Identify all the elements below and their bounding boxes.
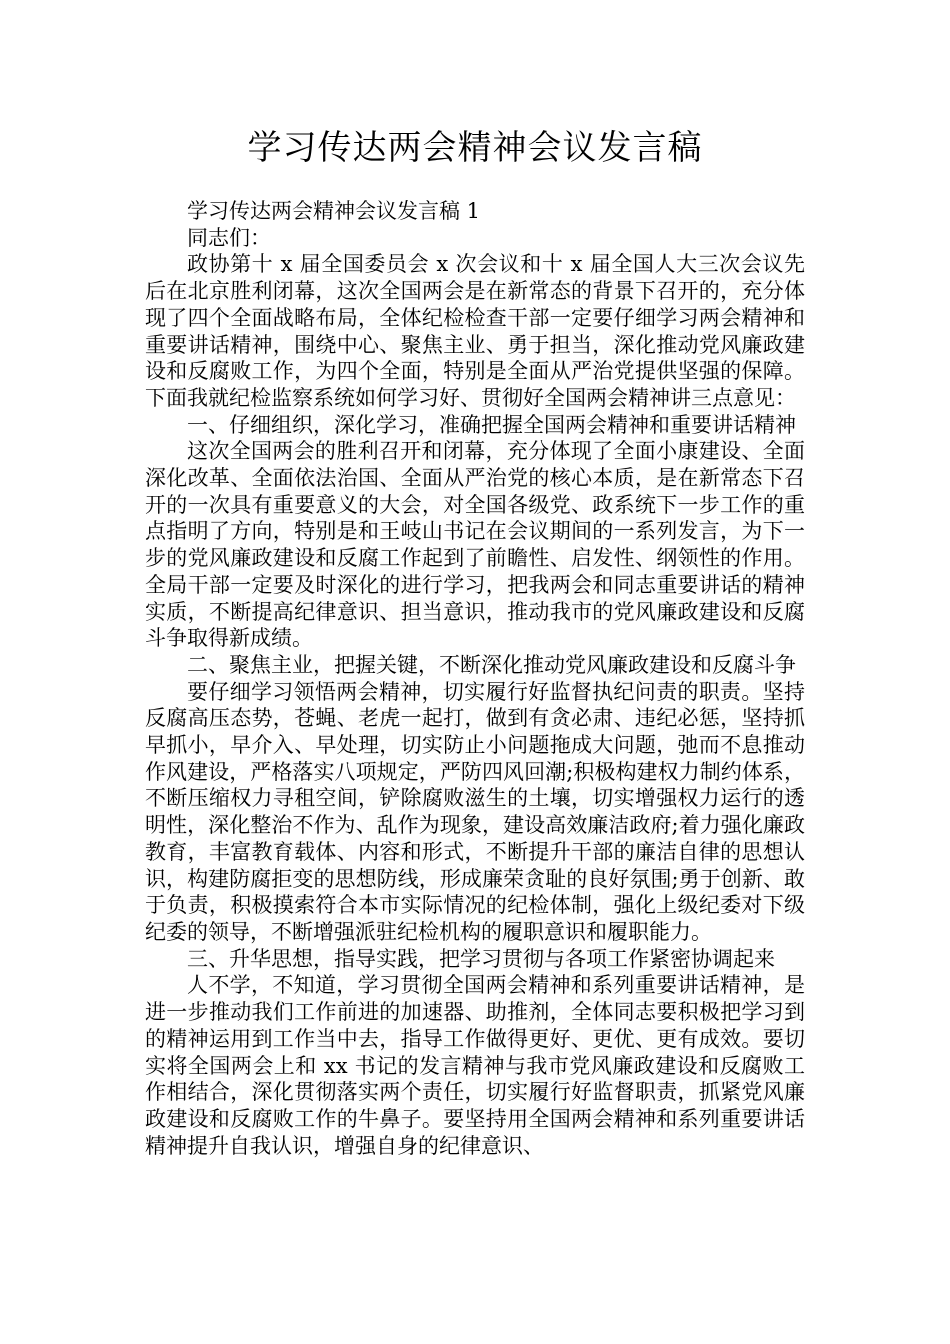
paragraph-subtitle: 学习传达两会精神会议发言稿 1 — [187, 199, 481, 223]
paragraph-section-1: 这次全国两会的胜利召开和闭幕，充分体现了全面小康建设、全面深化改革、全面依法治国、全面从严治党的核心本质，是在新常态下召开的一次具有重要意义的大会，对全国各级党、政系统下一步工作的重点指明了方向，特别是和王岐山书记在会议期间的一系列发言，为下一步的党风廉政建设和反腐工作起到了前瞻性、启发性、纲领性的作用。全局干部一定要及时深化的进行学习，把我两会和同志重要讲话的精神实质，不断提高纪律意识、担当意识，推动我市的党风廉政建设和反腐斗争取得新成绩。 — [145, 439, 805, 651]
paragraph-section-2: 要仔细学习领悟两会精神，切实履行好监督执纪问责的职责。坚持反腐高压态势，苍蝇、老虎一起打，做到有贪必肃、违纪必惩，坚持抓早抓小，早介入、早处理，切实防止小问题拖成大问题，弛而不息推动作风建设，严格落实八项规定，严防四风回潮;积极构建权力制约体系，不断压缩权力寻租空间，铲除腐败滋生的土壤，切实增强权力运行的透明性，深化整治不作为、乱作为现象，建设高效廉洁政府;着力强化廉政教育，丰富教育载体、内容和形式，不断提升干部的廉洁自律的思想认识，构建防腐拒变的思想防线，形成廉荣贪耻的良好氛围;勇于创新、敢于负责，积极摸索符合本市实际情况的纪检体制，强化上级纪委对下级纪委的领导，不断增强派驻纪检机构的履职意识和履职能力。 — [145, 679, 805, 944]
section-heading-1: 一、仔细组织，深化学习，准确把握全国两会精神和重要讲话精神 — [187, 412, 796, 437]
section-heading-2: 二、聚焦主业，把握关键，不断深化推动党风廉政建设和反腐斗争 — [187, 652, 796, 677]
paragraph-salutation: 同志们： — [187, 225, 271, 250]
paragraph-section-3: 人不学，不知道，学习贯彻全国两会精神和系列重要讲话精神，是进一步推动我们工作前进的加速器、助推剂，全体同志要积极把学习到的精神运用到工作当中去，指导工作做得更好、更优、更有成效。要切实将全国两会上和 xx 书记的发言精神与我市党风廉政建设和反腐败工作相结合，深化贯彻落实两个责任，切实履行好监督职责，抓紧党风廉政建设和反腐败工作的牛鼻子。要坚持用全国两会精神和系列重要讲话精神提升自我认识，增强自身的纪律意识、 — [145, 973, 805, 1158]
document-title: 学习传达两会精神会议发言稿 — [247, 128, 703, 168]
paragraph-intro: 政协第十 x 届全国委员会 x 次会议和十 x 届全国人大三次会议先后在北京胜利闭幕，这次全国两会是在新常态的背景下召开的，充分体现了四个全面战略布局，全体纪检检查干部一定要仔细学习两会精神和重要讲话精神，围绕中心、聚焦主业、勇于担当，深化推动党风廉政建设和反腐败工作，为四个全面，特别是全面从严治党提供坚强的保障。下面我就纪检监察系统如何学习好、贯彻好全国两会精神讲三点意见： — [145, 252, 805, 410]
document-body — [145, 198, 805, 1159]
section-heading-3: 三、升华思想，指导实践，把学习贯彻与各项工作紧密协调起来 — [187, 946, 775, 971]
